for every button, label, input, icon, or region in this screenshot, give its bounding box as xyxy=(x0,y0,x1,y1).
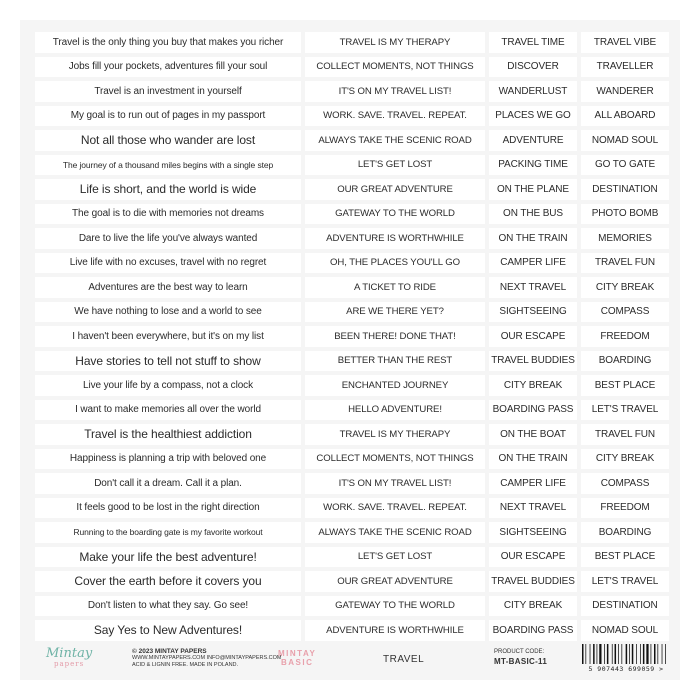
mintay-logo-subtext: papers xyxy=(54,660,85,668)
barcode-bar xyxy=(621,644,622,664)
quote-sticker: Don't call it a dream. Call it a plan. xyxy=(35,473,301,494)
word-sticker-a: OUR ESCAPE xyxy=(489,547,577,568)
word-sticker-b: COMPASS xyxy=(581,473,669,494)
word-sticker-a: ON THE TRAIN xyxy=(489,228,577,249)
mintay-logo-text: Mintay xyxy=(46,646,93,661)
slogan-sticker: ENCHANTED JOURNEY xyxy=(305,375,485,396)
quote-sticker: We have nothing to lose and a world to see xyxy=(35,302,301,323)
barcode-bar xyxy=(607,644,609,664)
word-sticker-b: GO TO GATE xyxy=(581,155,669,176)
barcode-digits: 5 907443 699059 > xyxy=(588,665,664,673)
quote-sticker: The goal is to die with memories not dreams xyxy=(35,204,301,225)
quote-sticker: Don't listen to what they say. Go see! xyxy=(35,596,301,617)
barcode xyxy=(580,644,672,674)
word-sticker-a: TRAVEL BUDDIES xyxy=(489,571,577,592)
quote-sticker: I want to make memories all over the world xyxy=(35,400,301,421)
word-sticker-b: TRAVEL FUN xyxy=(581,424,669,445)
word-sticker-a: CAMPER LIFE xyxy=(489,253,577,274)
word-sticker-a: ON THE TRAIN xyxy=(489,449,577,470)
word-sticker-b: NOMAD SOUL xyxy=(581,130,669,151)
quote-sticker: Travel is the only thing you buy that makes you richer xyxy=(35,32,301,53)
quote-sticker: I haven't been everywhere, but it's on my list xyxy=(35,326,301,347)
slogan-sticker: COLLECT MOMENTS, NOT THINGS xyxy=(305,449,485,470)
word-sticker-b: CITY BREAK xyxy=(581,449,669,470)
quote-sticker: Travel is the healthiest addiction xyxy=(35,424,301,445)
barcode-bar xyxy=(665,644,666,664)
mintay-basic-logo xyxy=(278,649,316,667)
word-sticker-b: MEMORIES xyxy=(581,228,669,249)
word-sticker-a: DISCOVER xyxy=(489,57,577,78)
word-sticker-b: LET'S TRAVEL xyxy=(581,571,669,592)
word-sticker-a: WANDERLUST xyxy=(489,81,577,102)
barcode-bar xyxy=(604,644,605,664)
word-sticker-a: BOARDING PASS xyxy=(489,400,577,421)
quote-sticker: Jobs fill your pockets, adventures fill your soul xyxy=(35,57,301,78)
word-sticker-b: BEST PLACE xyxy=(581,547,669,568)
barcode-bar xyxy=(612,644,613,664)
word-sticker-b: NOMAD SOUL xyxy=(581,620,669,641)
barcode-bar xyxy=(643,644,645,664)
word-sticker-b: COMPASS xyxy=(581,302,669,323)
slogan-sticker: IT'S ON MY TRAVEL LIST! xyxy=(305,81,485,102)
barcode-bar xyxy=(590,644,591,664)
word-sticker-a: BOARDING PASS xyxy=(489,620,577,641)
slogan-sticker: ALWAYS TAKE THE SCENIC ROAD xyxy=(305,522,485,543)
word-sticker-b: WANDERER xyxy=(581,81,669,102)
slogan-sticker: A TICKET TO RIDE xyxy=(305,277,485,298)
slogan-sticker: IT'S ON MY TRAVEL LIST! xyxy=(305,473,485,494)
slogan-sticker: HELLO ADVENTURE! xyxy=(305,400,485,421)
quote-sticker: Happiness is planning a trip with beloved one xyxy=(35,449,301,470)
slogan-sticker: OUR GREAT ADVENTURE xyxy=(305,571,485,592)
word-sticker-b: ALL ABOARD xyxy=(581,106,669,127)
barcode-bar xyxy=(662,644,663,664)
quote-sticker: Running to the boarding gate is my favorite workout xyxy=(35,522,301,543)
barcode-bar xyxy=(599,644,601,664)
word-sticker-a: SIGHTSEEING xyxy=(489,522,577,543)
slogan-sticker: BEEN THERE! DONE THAT! xyxy=(305,326,485,347)
slogan-sticker: ARE WE THERE YET? xyxy=(305,302,485,323)
quote-sticker: My goal is to run out of pages in my passport xyxy=(35,106,301,127)
barcode-bar xyxy=(651,644,652,664)
quote-sticker: Live life with no excuses, travel with no regret xyxy=(35,253,301,274)
barcode-bars xyxy=(580,644,672,664)
copyright-text: © 2023 MINTAY PAPERS xyxy=(132,648,207,655)
word-sticker-b: BOARDING xyxy=(581,522,669,543)
word-sticker-a: ADVENTURE xyxy=(489,130,577,151)
quote-sticker: Dare to live the life you've always wanted xyxy=(35,228,301,249)
word-sticker-a: PACKING TIME xyxy=(489,155,577,176)
slogan-sticker: ADVENTURE IS WORTHWHILE xyxy=(305,620,485,641)
word-sticker-a: ON THE BUS xyxy=(489,204,577,225)
sheet-footer xyxy=(20,640,680,680)
barcode-bar xyxy=(615,644,617,664)
slogan-sticker: LET'S GET LOST xyxy=(305,155,485,176)
barcode-bar xyxy=(654,644,656,664)
slogan-sticker: WORK. SAVE. TRAVEL. REPEAT. xyxy=(305,498,485,519)
word-sticker-a: ON THE PLANE xyxy=(489,179,577,200)
quote-sticker: Cover the earth before it covers you xyxy=(35,571,301,592)
slogan-sticker: TRAVEL IS MY THERAPY xyxy=(305,424,485,445)
word-sticker-b: BEST PLACE xyxy=(581,375,669,396)
word-sticker-a: PLACES WE GO xyxy=(489,106,577,127)
slogan-sticker: GATEWAY TO THE WORLD xyxy=(305,204,485,225)
word-sticker-a: CITY BREAK xyxy=(489,375,577,396)
product-code-block xyxy=(494,648,547,666)
barcode-bar xyxy=(618,644,619,664)
barcode-bar xyxy=(632,644,634,664)
quote-sticker: Adventures are the best way to learn xyxy=(35,277,301,298)
slogan-sticker: ADVENTURE IS WORTHWHILE xyxy=(305,228,485,249)
word-sticker-a: CITY BREAK xyxy=(489,596,577,617)
word-sticker-a: SIGHTSEEING xyxy=(489,302,577,323)
barcode-bar xyxy=(646,644,648,664)
quote-sticker: Life is short, and the world is wide xyxy=(35,179,301,200)
barcode-bar xyxy=(582,644,584,664)
barcode-bar xyxy=(585,644,586,664)
basic-logo-line1: MINTAY xyxy=(278,649,317,658)
word-sticker-b: FREEDOM xyxy=(581,498,669,519)
quote-sticker: Have stories to tell not stuff to show xyxy=(35,351,301,372)
barcode-bar xyxy=(626,644,628,664)
word-sticker-b: DESTINATION xyxy=(581,596,669,617)
slogan-sticker: OH, THE PLACES YOU'LL GO xyxy=(305,253,485,274)
slogan-sticker: LET'S GET LOST xyxy=(305,547,485,568)
product-code-label: PRODUCT CODE: xyxy=(494,649,545,655)
barcode-bar xyxy=(629,644,630,664)
word-sticker-b: TRAVEL VIBE xyxy=(581,32,669,53)
word-sticker-a: CAMPER LIFE xyxy=(489,473,577,494)
word-sticker-a: TRAVEL BUDDIES xyxy=(489,351,577,372)
slogan-sticker: OUR GREAT ADVENTURE xyxy=(305,179,485,200)
barcode-bar xyxy=(640,644,641,664)
made-in-text: ACID & LIGNIN FREE. MADE IN POLAND. xyxy=(132,662,239,668)
quote-sticker: Live your life by a compass, not a clock xyxy=(35,375,301,396)
word-sticker-b: TRAVEL FUN xyxy=(581,253,669,274)
slogan-sticker: COLLECT MOMENTS, NOT THINGS xyxy=(305,57,485,78)
quote-sticker: Not all those who wander are lost xyxy=(35,130,301,151)
sticker-grid xyxy=(35,32,669,641)
product-code: MT-BASIC-11 xyxy=(494,657,548,666)
word-sticker-b: PHOTO BOMB xyxy=(581,204,669,225)
word-sticker-b: TRAVELLER xyxy=(581,57,669,78)
quote-sticker: The journey of a thousand miles begins with a single step xyxy=(35,155,301,176)
company-info xyxy=(132,648,282,669)
slogan-sticker: WORK. SAVE. TRAVEL. REPEAT. xyxy=(305,106,485,127)
basic-logo-line2: BASIC xyxy=(280,658,314,667)
barcode-bar xyxy=(597,644,598,664)
word-sticker-b: DESTINATION xyxy=(581,179,669,200)
word-sticker-a: NEXT TRAVEL xyxy=(489,498,577,519)
barcode-bar xyxy=(636,644,637,664)
barcode-bar xyxy=(657,644,658,664)
sticker-sheet xyxy=(20,20,680,680)
word-sticker-a: ON THE BOAT xyxy=(489,424,577,445)
slogan-sticker: TRAVEL IS MY THERAPY xyxy=(305,32,485,53)
website-text: WWW.MINTAYPAPERS.COM INFO@MINTAYPAPERS.COM xyxy=(132,655,282,661)
slogan-sticker: GATEWAY TO THE WORLD xyxy=(305,596,485,617)
word-sticker-b: FREEDOM xyxy=(581,326,669,347)
word-sticker-b: LET'S TRAVEL xyxy=(581,400,669,421)
quote-sticker: Travel is an investment in yourself xyxy=(35,81,301,102)
quote-sticker: It feels good to be lost in the right direction xyxy=(35,498,301,519)
slogan-sticker: ALWAYS TAKE THE SCENIC ROAD xyxy=(305,130,485,151)
mintay-logo xyxy=(46,648,92,670)
collection-name: TRAVEL xyxy=(383,654,425,665)
word-sticker-a: NEXT TRAVEL xyxy=(489,277,577,298)
slogan-sticker: BETTER THAN THE REST xyxy=(305,351,485,372)
quote-sticker: Say Yes to New Adventures! xyxy=(35,620,301,641)
quote-sticker: Make your life the best adventure! xyxy=(35,547,301,568)
word-sticker-a: TRAVEL TIME xyxy=(489,32,577,53)
word-sticker-a: OUR ESCAPE xyxy=(489,326,577,347)
barcode-bar xyxy=(593,644,595,664)
word-sticker-b: CITY BREAK xyxy=(581,277,669,298)
word-sticker-b: BOARDING xyxy=(581,351,669,372)
